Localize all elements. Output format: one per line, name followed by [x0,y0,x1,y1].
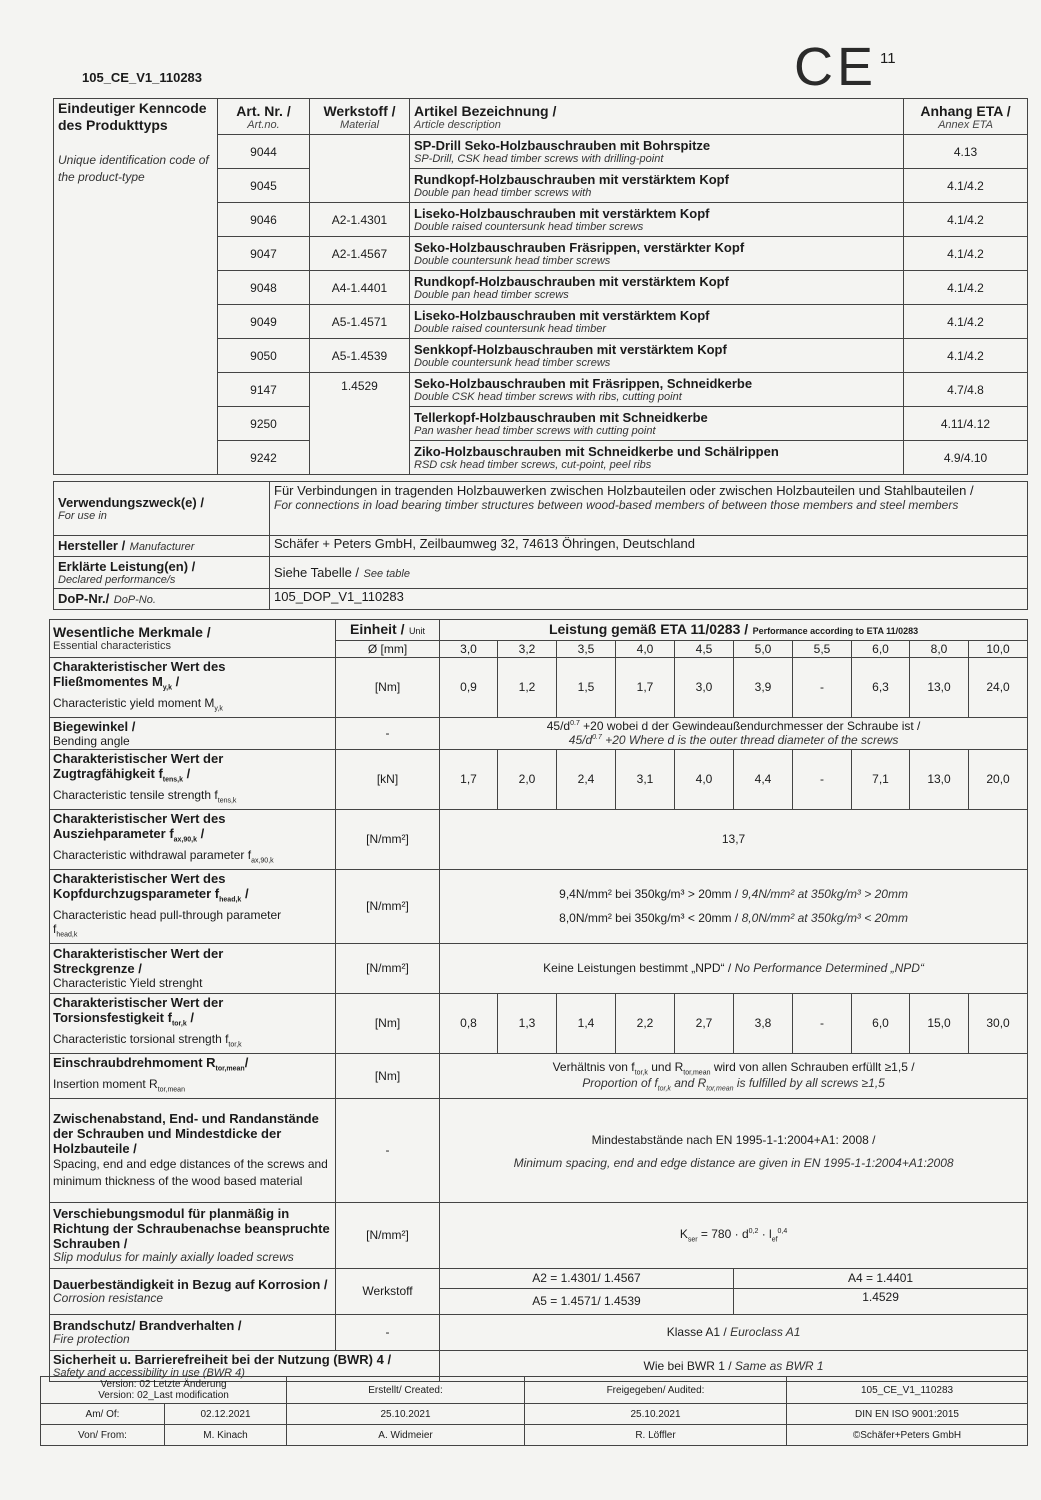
value-cell: 3,9 [734,658,793,718]
art-no: 9044 [218,135,310,169]
slip-label-en: Slip modulus for mainly axially loaded screws [53,1250,294,1265]
article-desc-de: Liseko-Holzbauschrauben mit verstärktem Kopf [414,205,710,221]
diameter-value: 4,5 [675,641,734,658]
corrosion-label-en: Corrosion resistance [53,1291,164,1306]
pullthrough-label-en: Characteristic head pull-through parameter $f_{head,k}$ [53,907,282,938]
unit: [Nm] [336,658,440,718]
material: A5-1.4539 [310,339,410,373]
corrosion-a5: A5 = 1.4571/ 1.4539 [440,1288,734,1314]
performance-header-de: Leistung gemäß ETA 11/0283 / [548,621,749,637]
material: A2-1.4567 [310,237,410,271]
safety-value: Wie bei BWR 1 / Same as BWR 1 [440,1350,1028,1381]
dop-value: 105_DOP_V1_110283 [270,589,1028,610]
yield-strength-label-en: Characteristic Yield strenght [53,976,203,991]
article-desc-en: Double countersunk head timber screws [414,356,611,369]
diameter-value: 3,0 [440,641,498,658]
unit-header-de: Einheit / [350,621,405,637]
article-desc-de: Liseko-Holzbauschrauben mit verstärktem Kopf [414,307,710,323]
unit: [N/mm²] [336,1202,440,1268]
torsional-strength-row [50,993,1028,1053]
corrosion-a4: A4 = 1.4401 [734,1268,1028,1288]
value-cell: 1,7 [440,749,498,809]
yield-moment-label-de: Charakteristischer Wert des Fließmomentes $M_{y,k}$ / [53,659,226,692]
annex-header-de: Anhang ETA / [920,102,1011,119]
annex-ref: 4.11/4.12 [904,407,1028,441]
article-desc-en: Double raised countersunk head timber [414,322,607,335]
manufacturer-value: Schäfer + Peters GmbH, Zeilbaumweg 32, 74613 Öhringen, Deutschland [270,536,1028,557]
spacing-value: Mindestabstände nach EN 1995-1-1:2004+A1: 2008 / Minimum spacing, end and edge distance are given in EN 1995-1-1:2004+A1:2008 [440,1098,1028,1202]
diameter-value: 5,0 [734,641,793,658]
art-no: 9250 [218,407,310,441]
fire-value: Klasse A1 / Euroclass A1 [440,1314,1028,1350]
document-id: 105_CE_V1_110283 [82,70,203,85]
value-cell: 4,0 [675,749,734,809]
material-header-en: Material [339,118,380,131]
diameter-label: Ø [mm] [336,641,440,658]
withdrawal-label-en: Characteristic withdrawal parameter $f_{ax,90,k}$ [53,847,274,864]
created-date: 25.10.2021 [287,1404,525,1425]
diameter-value: 4,0 [616,641,675,658]
unit: - [336,717,440,749]
value-cell: 20,0 [969,749,1028,809]
bending-label-de: Biegewinkel / [53,718,136,734]
fire-label-de: Brandschutz/ Brandverhalten / [53,1318,242,1334]
pullthrough-label-de: Charakteristischer Wert des Kopfdurchzugsparameter $f_{head,k}$ / [53,870,249,904]
description-header-de: Artikel Bezeichnung / [414,102,557,119]
unit: - [336,1314,440,1350]
version-en: Version: 02_Last modification [98,1390,229,1401]
value-cell: 3,1 [616,749,675,809]
manufacturer-label-de: Hersteller / [58,538,126,553]
audited-date: 25.10.2021 [525,1404,787,1425]
art-no: 9242 [218,441,310,475]
performance-table [49,619,1028,1382]
use-label-de: Verwendungszweck(e) / [58,494,204,510]
bending-angle-row [50,717,1028,749]
document-control-footer [40,1376,1028,1446]
bending-label-en: Bending angle [53,733,130,748]
fire-protection-row [50,1314,1028,1350]
manufacturer-label-en: Manufacturer [129,541,195,553]
insertion-moment-row [50,1053,1028,1098]
value-cell: 24,0 [969,658,1028,718]
general-info-table [53,481,1028,610]
annex-ref: 4.1/4.2 [904,271,1028,305]
tensile-label-en: Characteristic tensile strength $f_{tens,k}$ [53,787,237,804]
withdrawal-value: 13,7 [440,809,1028,869]
declared-performance-label-de: Erklärte Leistung(en) / [58,558,196,574]
insertion-label-en: Insertion moment $R_{tor,mean}$ [53,1076,185,1093]
article-desc-en: Double pan head timber screws [414,288,569,301]
yield-strength-value: Keine Leistungen bestimmt „NPD“ / No Performance Determined „NPD“ [440,943,1028,993]
footer-doc-id: 105_CE_V1_110283 [787,1377,1028,1404]
diameter-value: 10,0 [969,641,1028,658]
tensile-label-de: Charakteristischer Wert der Zugtragfähigkeit $f_{tens,k}$ / [53,750,224,784]
value-cell: 2,2 [616,993,675,1053]
article-desc-de: Ziko-Holzbauschrauben mit Schneidkerbe und Schälrippen [414,443,779,459]
use-value-en: For connections in load bearing timber structures between wood-based members of between those members and steel members [274,498,959,512]
declared-performance-label-en: Declared performance/s [58,573,176,586]
art-no: 9045 [218,169,310,203]
value-cell: 2,0 [498,749,557,809]
article-desc-de: Seko-Holzbauschrauben mit Fräsrippen, Schneidkerbe [414,375,753,391]
spacing-label-en: Spacing, end and edge distances of the screws and minimum thickness of the wood based material [53,1156,328,1188]
fire-label-en: Fire protection [53,1332,130,1347]
unit: [N/mm²] [336,869,440,943]
diameter-value: 3,2 [498,641,557,658]
unit: [kN] [336,749,440,809]
article-desc-de: Rundkopf-Holzbauschrauben mit verstärktem Kopf [414,171,729,187]
corrosion-material: 1.4529 [734,1288,1028,1314]
spacing-label-de: Zwischenabstand, End- und Randanstände der Schrauben und Mindestdicke der Holzbauteile / [53,1110,319,1156]
iso-standard: DIN EN ISO 9001:2015 [787,1404,1028,1425]
diameter-value: 6,0 [852,641,910,658]
annex-header-en: Annex ETA [938,118,993,131]
value-cell: 1,5 [557,658,616,718]
tensile-strength-row [50,749,1028,809]
withdrawal-label-de: Charakteristischer Wert des Ausziehparameter $f_{ax,90,k}$ / [53,810,226,844]
insertion-value: Verhältnis von $f_{tor,k}$ und $R_{tor,mean}$ wird von allen Schrauben erfüllt ≥1,5 / Proportion of $f_{tor,k}$ and $R_{tor,mean}$ is fulfilled by all screws ≥1,5 [440,1053,1028,1098]
yield-strength-label-de: Charakteristischer Wert der Streckgrenze / [53,946,224,977]
material: A4-1.4401 [310,271,410,305]
diameter-value: 3,5 [557,641,616,658]
art-no: 9046 [218,203,310,237]
yield-strength-row [50,943,1028,993]
annex-ref: 4.1/4.2 [904,169,1028,203]
unique-id-label-de: Eindeutiger Kenncode des Produkttyps [58,100,207,133]
dop-label-de: DoP-Nr./ [58,591,110,606]
diameter-value: 8,0 [910,641,969,658]
modified-by: M. Kinach [165,1425,287,1446]
value-cell: 3,8 [734,993,793,1053]
declared-performance-value-de: Siehe Tabelle / [274,564,360,580]
value-cell: 2,7 [675,993,734,1053]
corrosion-row [50,1268,1028,1288]
material: 1.4529 [310,373,410,475]
diameter-value: 5,5 [793,641,852,658]
value-cell: - [793,993,852,1053]
unique-id-label-en: Unique identification code of the product-type [58,153,209,184]
value-cell: 7,1 [852,749,910,809]
created-by: A. Widmeier [287,1425,525,1446]
spacing-row [50,1098,1028,1202]
material: A2-1.4301 [310,203,410,237]
article-desc-de: Seko-Holzbauschrauben Fräsrippen, verstärkter Kopf [414,239,745,255]
material-header-de: Werkstoff / [323,102,396,119]
description-header-en: Article description [414,118,501,131]
article-desc-en: Pan washer head timber screws with cutting point [414,424,656,437]
version-de: Version: 02 Letzte Änderung [100,1379,227,1390]
use-label-en: For use in [58,509,107,522]
value-cell: 6,3 [852,658,910,718]
article-desc-de: SP-Drill Seko-Holzbauschrauben mit Bohrspitze [414,137,711,153]
value-cell: 30,0 [969,993,1028,1053]
performance-header-en: Performance according to ETA 11/0283 [752,626,919,636]
material [310,135,410,203]
article-desc-en: RSD csk head timber screws, cut-point, peel ribs [414,458,652,471]
article-desc-en: Double countersunk head timber screws [414,254,611,267]
annex-ref: 4.7/4.8 [904,373,1028,407]
article-desc-en: Double pan head timber screws with [414,186,592,199]
unit: Werkstoff [336,1268,440,1314]
torsional-label-en: Characteristic torsional strength $f_{tor,k}$ [53,1031,242,1048]
unit: [Nm] [336,993,440,1053]
value-cell: 4,4 [734,749,793,809]
slip-modulus-row [50,1202,1028,1268]
art-no-header-en: Art.no. [247,118,280,131]
safety-label-de: Sicherheit u. Barrierefreiheit bei der Nutzung (BWR) 4 / [53,1351,392,1367]
audited-label: Freigegeben/ Audited: [525,1377,787,1404]
essential-characteristics-header-de: Wesentliche Merkmale / [53,624,211,640]
annex-ref: 4.9/4.10 [904,441,1028,475]
declared-performance-value-en: See table [363,567,410,580]
unit: [Nm] [336,1053,440,1098]
value-cell: 0,8 [440,993,498,1053]
art-no: 9050 [218,339,310,373]
essential-characteristics-header-en: Essential characteristics [53,640,171,652]
article-desc-en: SP-Drill, CSK head timber screws with drilling-point [414,152,664,165]
audited-by: R. Löffler [525,1425,787,1446]
art-no: 9147 [218,373,310,407]
article-desc-de: Senkkopf-Holzbauschrauben mit verstärktem Kopf [414,341,727,357]
torsional-label-de: Charakteristischer Wert der Torsionsfestigkeit $f_{tor,k}$ / [53,994,224,1028]
material: A5-1.4571 [310,305,410,339]
value-cell: 3,0 [675,658,734,718]
insertion-label-de: Einschraubdrehmoment $R_{tor,mean}/$ [53,1054,249,1073]
yield-moment-label-en: Characteristic yield moment $M_{y,k}$ [53,695,223,712]
unit: [N/mm²] [336,809,440,869]
withdrawal-parameter-row [50,809,1028,869]
value-cell: 6,0 [852,993,910,1053]
corrosion-a2: A2 = 1.4301/ 1.4567 [440,1268,734,1288]
use-value-de: Für Verbindungen in tragenden Holzbauwerken zwischen Holzbauteilen oder zwischen Holzbauteilen und Stahlbauteilen / [274,483,974,498]
am-label: Am/ Of: [41,1404,165,1425]
art-no: 9048 [218,271,310,305]
value-cell: - [793,658,852,718]
art-no: 9047 [218,237,310,271]
value-cell: 1,2 [498,658,557,718]
article-desc-en: Double CSK head timber screws with ribs, cutting point [414,390,682,403]
notified-body-number: 11 [880,50,896,67]
product-type-table [53,98,1028,475]
article-desc-en: Double raised countersunk head timber screws [414,220,644,233]
value-cell: 13,0 [910,658,969,718]
slip-label-de: Verschiebungsmodul für planmäßig in Richtung der Schraubenachse beanspruchte Schrauben / [53,1206,330,1252]
annex-ref: 4.1/4.2 [904,305,1028,339]
value-cell: 15,0 [910,993,969,1053]
corrosion-label-de: Dauerbeständigkeit in Bezug auf Korrosion / [53,1277,328,1293]
value-cell: 2,4 [557,749,616,809]
modification-date: 02.12.2021 [165,1404,287,1425]
head-pull-through-row [50,869,1028,943]
value-cell: - [793,749,852,809]
annex-ref: 4.1/4.2 [904,339,1028,373]
article-desc-de: Rundkopf-Holzbauschrauben mit verstärktem Kopf [414,273,729,289]
value-cell: 1,4 [557,993,616,1053]
value-cell: 1,3 [498,993,557,1053]
value-cell: 13,0 [910,749,969,809]
ce-mark-logo: CE [794,37,878,97]
annex-ref: 4.13 [904,135,1028,169]
safety-label-en: Safety and accessibility in use (BWR 4) [53,1366,245,1379]
art-no-header-de: Art. Nr. / [236,102,291,119]
value-cell: 0,9 [440,658,498,718]
annex-ref: 4.1/4.2 [904,203,1028,237]
art-no: 9049 [218,305,310,339]
unique-id-cell [54,99,218,475]
pullthrough-value: 9,4N/mm² bei 350kg/m³ > 20mm / 9,4N/mm² at 350kg/m³ > 20mm 8,0N/mm² bei 350kg/m³ < 20mm / 8,0N/mm² at 350kg/m³ < 20mm [440,869,1028,943]
slip-formula: $K_{ser} = 780 \cdot d^{0,2} \cdot l_{ef}^{0,4}$ [440,1202,1028,1268]
unit: [N/mm²] [336,943,440,993]
copyright: ©Schäfer+Peters GmbH [787,1425,1028,1446]
unit: - [336,1098,440,1202]
article-desc-de: Tellerkopf-Holzbauschrauben mit Schneidkerbe [414,409,708,425]
yield-moment-row [50,658,1028,718]
annex-ref: 4.1/4.2 [904,237,1028,271]
from-label: Von/ From: [41,1425,165,1446]
bending-value: $45/d^{0.7} +20$ wobei d der Gewindeaußendurchmesser der Schraube ist / $45/d^{0.7} +20$ Where d is the outer thread diameter of the screws [440,717,1028,749]
created-label: Erstellt/ Created: [287,1377,525,1404]
value-cell: 1,7 [616,658,675,718]
unit-header-en: Unit [408,626,425,636]
dop-label-en: DoP-No. [113,594,156,606]
